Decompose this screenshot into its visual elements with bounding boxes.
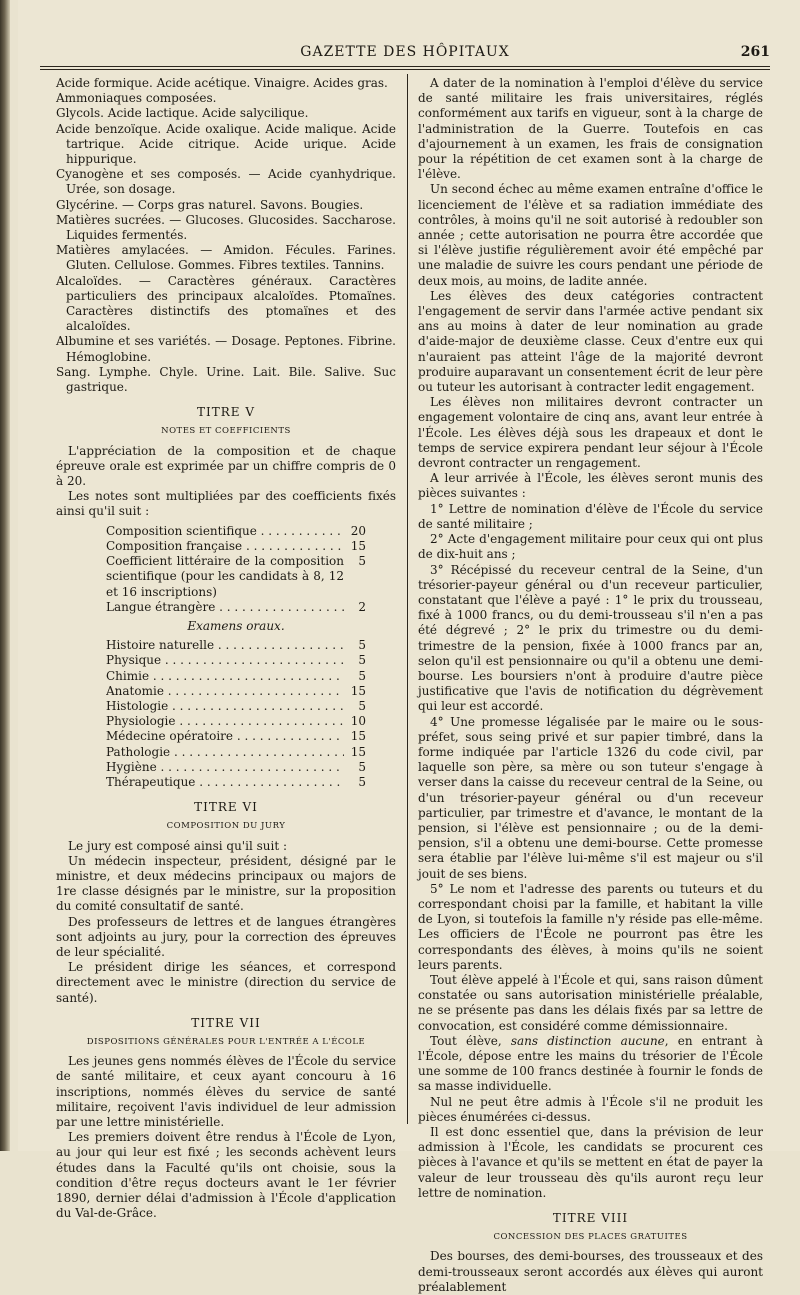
exam-label: Physique . . . xyxy=(106,653,344,668)
exam-label: Histoire naturelle . . . xyxy=(106,638,344,653)
paragraph: Les élèves des deux catégories contractent l'engagement de servir dans l'armée active pendant six ans au moins à dater de leur nomination au grade d'aide-major de deuxième classe. Ceux d'entre eux qui n'auraient pas atteint l'âge de la majorité devront produire auparavant un consentement écrit de leur père ou tuteur les autorisant à contracter ledit engagement. xyxy=(418,288,763,395)
paragraph: Les premiers doivent être rendus à l'École de Lyon, au jour qui leur est fixé ; les seconds achèvent leurs études dans la Faculté qu'ils ont choisie, sous la condition d'être reçus docteurs avant le 1er février 1890, dernier délai d'admission à l'École d'application du Val-de-Grâce. xyxy=(56,1130,396,1221)
titre-viii-heading: TITRE VIII xyxy=(552,1211,629,1226)
paragraph: A dater de la nomination à l'emploi d'élève du service de santé militaire les frais universitaires, réglés conformément aux tarifs en vigueur, sont à la charge de l'administration de la Guerre. Toutefois en cas d'ajournement à un examen, les frais de consignation pour la répétition de cet examen sont à la charge de l'élève. xyxy=(418,76,763,182)
italic-run: sans distinction aucune xyxy=(510,1033,665,1048)
paragraph: Un médecin inspecteur, président, désigné par le ministre, et deux médecins principaux ou majors de 1re classe désignés par le ministre, sur la proposition du comité consultatif de santé. xyxy=(56,853,396,914)
exam-coef: 15 xyxy=(350,744,366,759)
binding-edge xyxy=(0,0,10,1151)
coefficient-row xyxy=(106,775,366,790)
coefficient-row xyxy=(106,745,366,760)
paragraph: Des professeurs de lettres et de langues étrangères sont adjoints au jury, pour la correction des épreuves de leur spécialité. xyxy=(56,914,396,959)
coefficient-row xyxy=(106,684,366,699)
paragraph: Le président dirige les séances, et correspond directement avec le ministre (direction du service de santé). xyxy=(56,960,396,1005)
column-separator xyxy=(407,74,408,1124)
paragraph: Les élèves non militaires devront contracter un engagement volontaire de cinq ans, avant leur entrée à l'École. Les élèves déjà sous les drapeaux et dont le temps de service expirera pendant leur séjour à l'École devront contracter un rengagement. xyxy=(418,395,763,471)
coefficient-row xyxy=(106,638,366,653)
exam-coef: 15 xyxy=(350,538,366,553)
left-column xyxy=(56,76,396,1221)
paragraph: Des bourses, des demi-bourses, des trousseaux et des demi-trousseaux seront accordés aux élèves qui auront préalablement xyxy=(418,1249,763,1294)
exam-coef: 10 xyxy=(350,714,366,729)
coefficient-row xyxy=(106,669,366,684)
chem-line: Alcaloïdes. — Caractères généraux. Caractères particuliers des principaux alcaloïdes. Ptomaïnes. Caractères distinctifs des ptomaïnes et des alcaloïdes. xyxy=(56,273,396,334)
paragraph-trousseau xyxy=(418,1034,763,1095)
list-item: 4° Une promesse légalisée par le maire ou le sous-préfet, sous seing privé et sur papier timbré, dans la forme indiquée par l'article 1326 du code civil, par laquelle son père, sa mère ou son tuteur s'engage à verser dans la caisse du receveur central de la Seine, ou d'un trésorier-payeur général ou d'un receveur particulier, par trimestre et d'avance, le montant de la pension, si l'élève est pensionnaire ; ou de la demi-pension, s'il a obtenu une demi-bourse. Cette promesse sera établie par l'élève lui-même s'il est majeur ou s'il jouit de ses biens. xyxy=(418,714,763,881)
exam-label: Coefficient littéraire de la composition scientifique (pour les candidats à 8, 12 et 16 inscriptions) xyxy=(106,554,344,599)
chem-line: Albumine et ses variétés. — Dosage. Peptones. Fibrine. Hémoglobine. xyxy=(56,334,396,364)
oral-exams-heading: Examens oraux. xyxy=(187,618,285,633)
paragraph: Les jeunes gens nommés élèves de l'École du service de santé militaire, et ceux ayant concouru à 16 inscriptions, nommés élèves du service de santé militaire, reçoivent l'avis individuel de leur admission par une lettre ministérielle. xyxy=(56,1054,396,1129)
paragraph: L'appréciation de la composition et de chaque épreuve orale est exprimée par un chiffre compris de 0 à 20. xyxy=(56,443,396,489)
exam-coef: 5 xyxy=(358,653,366,668)
titre-vi-subheading: COMPOSITION DU JURY xyxy=(166,821,286,832)
page-header xyxy=(40,44,770,66)
titre-vii-subheading: DISPOSITIONS GÉNÉRALES POUR L'ENTRÉE A L'ÉCOLE xyxy=(86,1036,366,1047)
exam-coef: 5 xyxy=(358,698,366,713)
titre-v-subheading: NOTES ET COEFFICIENTS xyxy=(161,426,291,437)
exam-coef: 5 xyxy=(358,668,366,683)
coefficient-row xyxy=(106,524,366,539)
exam-label: Hygiène . . . xyxy=(106,760,344,775)
coefficient-row xyxy=(106,729,366,744)
chem-line: Sang. Lymphe. Chyle. Urine. Lait. Bile. Salive. Suc gastrique. xyxy=(56,364,396,395)
paragraph: Nul ne peut être admis à l'École s'il ne produit les pièces énumérées ci-dessus. xyxy=(418,1094,763,1124)
exam-label: Thérapeutique . . . xyxy=(106,775,344,790)
coefficient-row xyxy=(106,714,366,729)
exam-label: Composition scientifique . . . xyxy=(106,524,344,539)
chem-line: Matières amylacées. — Amidon. Fécules. Farines. Gluten. Cellulose. Gommes. Fibres textiles. Tannins. xyxy=(56,243,396,273)
exam-coef: 15 xyxy=(350,683,366,698)
exam-label: Physiologie . . . xyxy=(106,714,344,729)
paragraph: Les notes sont multipliées par des coefficients fixés ainsi qu'il suit : xyxy=(56,489,396,519)
coefficient-row xyxy=(106,539,366,554)
chem-line: Glycols. Acide lactique. Acide salycilique. xyxy=(56,106,309,121)
exam-label: Pathologie . . . xyxy=(106,745,344,760)
list-item: 3° Récépissé du receveur central de la Seine, d'un trésorier-payeur général ou d'un receveur particulier, constatant que l'élève a payé : 1° le prix du trousseau, fixé à 1000 francs, ou du demi-trousseau s'il n'en a pas été dégrevé ; 2° le prix du trimestre ou du demi-trimestre de la pension, fixée à 1000 francs par an, selon qu'il est pensionnaire ou qu'il a obtenu une demi-bourse. Les boursiers n'ont à produire d'autre pièce justificative que l'avis de notification du dégrèvement qui leur est accordé. xyxy=(418,562,763,714)
paragraph: Il est donc essentiel que, dans la prévision de leur admission à l'École, les candidats se procurent ces pièces à l'avance et qu'ils se mettent en état de payer la valeur de leur trousseau dès qu'ils auront reçu leur lettre de nomination. xyxy=(418,1125,763,1200)
exam-label: Composition française . . . xyxy=(106,539,344,554)
chem-line: Ammoniaques composées. xyxy=(56,91,217,106)
exam-coef: 5 xyxy=(358,638,366,653)
exam-coef: 5 xyxy=(358,554,366,569)
coefficient-list xyxy=(106,524,366,790)
coefficient-row xyxy=(106,600,366,615)
exam-coef: 20 xyxy=(350,523,366,538)
page-number: 261 xyxy=(740,44,770,60)
header-rule-2 xyxy=(40,69,770,70)
coefficient-row xyxy=(106,699,366,714)
chem-line: Cyanogène et ses composés. — Acide cyanhydrique. Urée, son dosage. xyxy=(56,167,396,197)
chem-line: Matières sucrées. — Glucoses. Glucosides. Saccharose. Liquides fermentés. xyxy=(56,212,396,243)
text-run: Tout élève, xyxy=(430,1033,511,1048)
titre-vii-heading: TITRE VII xyxy=(191,1015,261,1030)
list-item: 5° Le nom et l'adresse des parents ou tuteurs et du correspondant choisi par la famille, et habitant la ville de Lyon, si toutefois la famille n'y réside pas elle-même. Les officiers de l'École ne pourront pas être les correspondants des élèves, à moins qu'ils ne soient leurs parents. xyxy=(418,881,763,972)
exam-label: Langue étrangère . . . xyxy=(106,600,344,615)
list-item: 1° Lettre de nomination d'élève de l'École du service de santé militaire ; xyxy=(418,501,763,531)
list-item: 2° Acte d'engagement militaire pour ceux qui ont plus de dix-huit ans ; xyxy=(418,532,763,562)
exam-coef: 15 xyxy=(350,729,366,744)
exam-label: Anatomie . . . xyxy=(106,684,344,699)
exam-label: Chimie . . . xyxy=(106,669,344,684)
exam-coef: 2 xyxy=(358,599,366,614)
paragraph: Le jury est composé ainsi qu'il suit : xyxy=(68,838,287,853)
paragraph: Un second échec au même examen entraîne d'office le licenciement de l'élève et sa radiation immédiate des contrôles, à moins qu'il ne soit autorisé à redoubler son année ; cette autorisation ne pourra être accordée que si l'élève justifie régulièrement avoir été empêché par une maladie de suivre les cours pendant une période de deux mois, au moins, de ladite année. xyxy=(418,182,763,288)
right-column xyxy=(418,76,763,1295)
titre-vi-heading: TITRE VI xyxy=(194,800,258,815)
exam-label: Médecine opératoire . . . xyxy=(106,729,344,744)
titre-viii-subheading: CONCESSION DES PLACES GRATUITES xyxy=(493,1232,688,1243)
text-run: , en entrant à l'École, dépose entre les mains du trésorier de l'École une somme de 100 francs destinée à fournir le fonds de sa masse individuelle. xyxy=(418,1033,764,1094)
exam-label: Histologie . . . xyxy=(106,699,344,714)
coefficient-row xyxy=(106,554,366,600)
exam-coef: 5 xyxy=(358,774,366,789)
paragraph: A leur arrivée à l'École, les élèves seront munis des pièces suivantes : xyxy=(418,471,763,501)
paragraph: Tout élève appelé à l'École et qui, sans raison dûment constatée ou sans autorisation ministérielle préalable, ne se présente pas dans les délais fixés par sa lettre de convocation, est considéré comme démissionnaire. xyxy=(418,972,763,1033)
chem-line: Glycérine. — Corps gras naturel. Savons. Bougies. xyxy=(56,197,364,212)
exam-coef: 5 xyxy=(358,759,366,774)
chem-line: Acide benzoïque. Acide oxalique. Acide malique. Acide tartrique. Acide citrique. Acide urique. Acide hippurique. xyxy=(56,121,396,167)
coefficient-row xyxy=(106,653,366,668)
journal-title: GAZETTE DES HÔPITAUX xyxy=(300,44,510,60)
coefficient-row xyxy=(106,760,366,775)
chem-line: Acide formique. Acide acétique. Vinaigre. Acides gras. xyxy=(56,76,388,90)
header-rule xyxy=(40,66,770,67)
titre-v-heading: TITRE V xyxy=(196,405,256,420)
